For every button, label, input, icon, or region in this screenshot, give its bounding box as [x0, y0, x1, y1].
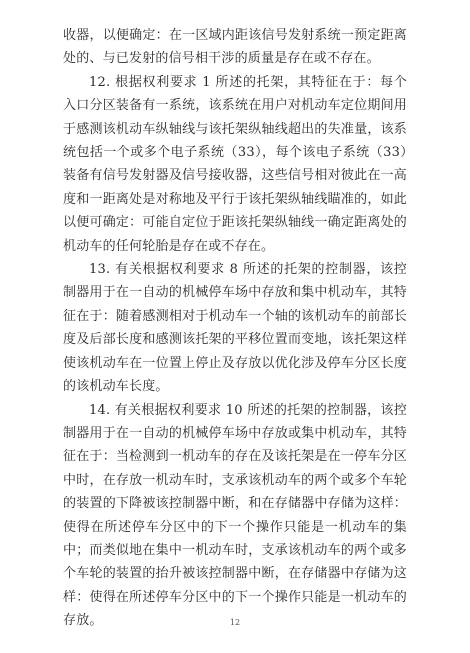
paragraph-claim-14: 14. 有关根据权利要求 10 所述的托架的控制器，该控制器用于在一自动的机械停车场中存放或集中机动车，其特征在于：当检测到一机动车的存在及该托架是在一停车分区中时，在存放一机动车时，支承该机动车的两个或多个车轮的装置的下降被该控制器中断，和在存储器中存储为这样：使得在所述停车分区中的下一个操作只能是一机动车的集中；而类似地在集中一机动车时，支承该机动车的两个或多个车轮的装置的抬升被该控制器中断，在存储器中存储为这样：使得在所述停车分区中的下一个操作只能是一机动车的存放。	[63, 402, 407, 629]
paragraph-claim-11-continuation: 收器，以便确定：在一区域内距该信号发射系统一预定距离处的、与已发射的信号相干涉的质量是存在或不存在。	[63, 28, 407, 67]
claims-text	[63, 24, 407, 633]
page-number: 12	[229, 618, 241, 627]
paragraph-claim-13: 13. 有关根据权利要求 8 所述的托架的控制器，该控制器用于在一自动的机械停车场中存放和集中机动车，其特征在于：随着感测相对于机动车一个轴的该机动车的前部长度及后部长度和感测该托架的平移位置而变地，该托架这样使该机动车在一位置上停止及存放以优化涉及停车分区长度的该机动车长度。	[63, 262, 407, 395]
paragraph-claim-12: 12. 根据权利要求 1 所述的托架，其特征在于：每个入口分区装备有一系统，该系统在用户对机动车定位期间用于感测该机动车纵轴线与该托架纵轴线超出的失准量，该系统包括一个或多个电子系统（33），每个该电子系统（33）装备有信号发射器及信号接收器，这些信号相对彼此在一高度和一距离处是对称地及平行于该托架纵轴线瞄准的，如此以便可确定：可能自定位于距该托架纵轴线一确定距离处的机动车的任何轮胎是存在或不存在。	[63, 74, 407, 254]
